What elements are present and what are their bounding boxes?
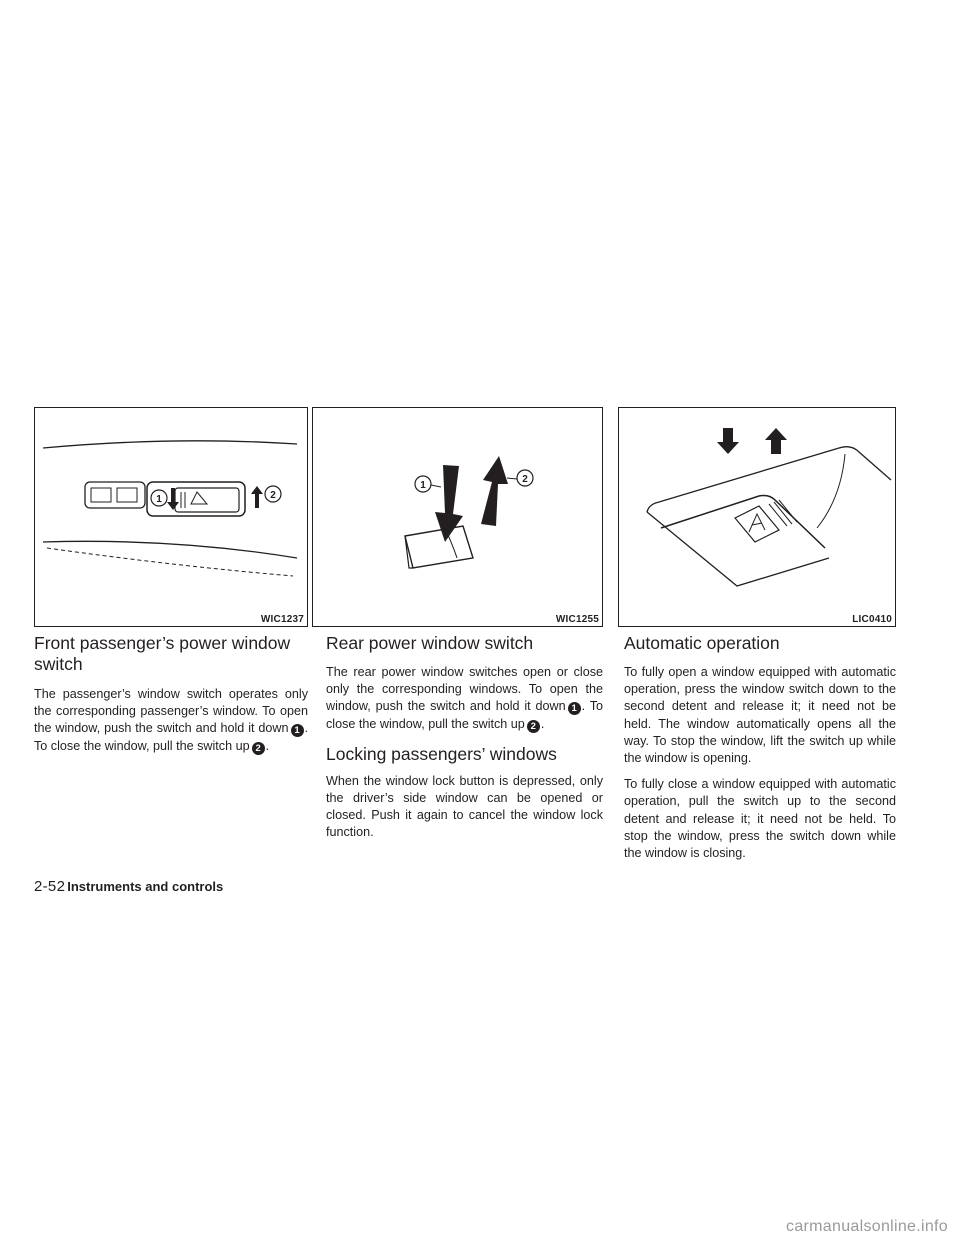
figure-code: WIC1255 <box>555 614 599 625</box>
callout-1: 1 <box>156 494 162 505</box>
footer-section: Instruments and controls <box>67 879 224 894</box>
page-footer <box>34 878 223 895</box>
section-title: Front passenger’s power window switch <box>34 633 291 674</box>
body-text: The passenger’s window switch operates only the corresponding passenger’s window. To open the window, push the switch and hold it down <box>34 687 308 736</box>
callout-badge-2: 2 <box>252 742 265 755</box>
callout-badge-1: 1 <box>568 702 581 715</box>
callout-badge-1: 1 <box>291 724 304 737</box>
callout-badge-2: 2 <box>527 720 540 733</box>
automatic-switch-illustration <box>619 408 895 625</box>
body-text: The rear power window switches open or close only the corresponding windows. To open the window, push the switch and hold it down <box>326 665 603 714</box>
section-front-passenger <box>34 633 308 755</box>
watermark: carmanualsonline.info <box>786 1218 948 1235</box>
figure-code: LIC0410 <box>852 614 892 625</box>
page-number: 2-52 <box>34 878 66 895</box>
front-switch-illustration <box>35 408 307 625</box>
section-body <box>326 664 603 733</box>
callout-1: 1 <box>420 480 426 491</box>
body-text: . <box>540 716 545 731</box>
section-body <box>34 686 308 755</box>
section-body: To fully close a window equipped with automatic operation, pull the switch up to the second detent and release it; it need not be held. To stop the window, press the switch down while the window is closing. <box>624 777 896 861</box>
figure-automatic-operation <box>618 407 896 627</box>
section-rear-and-locking <box>326 633 603 842</box>
body-text: . <box>265 738 270 753</box>
callout-2: 2 <box>270 490 276 501</box>
section-title: Automatic operation <box>624 633 780 653</box>
section-title: Rear power window switch <box>326 633 534 653</box>
figure-code: WIC1237 <box>260 614 304 625</box>
figure-rear-switch <box>312 407 603 627</box>
rear-switch-illustration <box>313 408 602 625</box>
body-text: . To close the window, pull the switch up <box>34 721 308 753</box>
section-body: When the window lock button is depressed, only the driver’s side window can be opened or closed. Push it again to cancel the window lock function. <box>326 773 603 840</box>
callout-2: 2 <box>522 474 528 485</box>
section-title: Locking passengers’ windows <box>326 743 557 764</box>
section-body: To fully open a window equipped with automatic operation, press the window switch down to the second detent and release it; it need not be held. The window automatically opens all the way. To stop the window, lift the switch up while the window is opening. <box>624 665 896 766</box>
figure-front-passenger-switch <box>34 407 308 627</box>
body-text: . To close the window, pull the switch up <box>326 699 604 731</box>
section-automatic-operation <box>624 633 896 862</box>
